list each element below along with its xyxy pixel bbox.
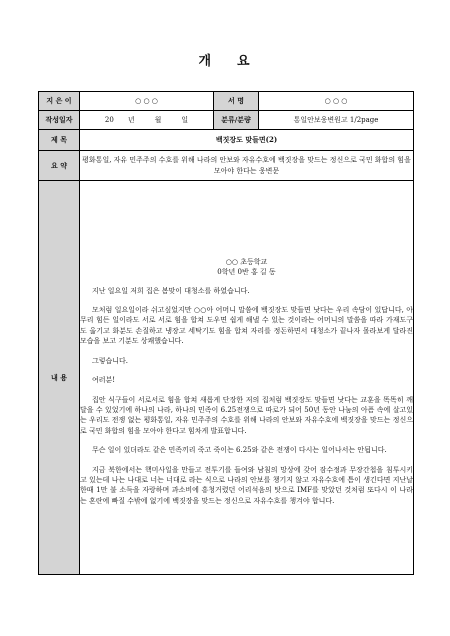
paragraph-2: 모처럼 일요일이라 쉬고싶었지만 ○○아 어머니 말씀에 백짓장도 맞들면 낫다는 우리 속담이 있답니다, 아무리 힘든 일이라도 서로 서로 힘을 합쳐 도우면 쉽게 해낼 수 있는 것이라는 어머니의 말씀을 따라 가재도구도 옮기고 화분도 손질하고 냉장고 세탁기도 힘을 합쳐 자리를 정돈하면서 대청소가 끝나자 몰라보게 달라진 모습을 보고 기분도 상쾌했습니다. xyxy=(80,306,413,346)
author-row xyxy=(39,92,414,111)
school-name: ○○ 초등학교 xyxy=(225,257,268,266)
paragraph-3: 그렇습니다. xyxy=(92,356,129,365)
category-label: 분류/분량 xyxy=(214,111,259,130)
date-month-unit: 월 xyxy=(154,116,162,124)
paragraph-6: 무슨 일이 있더라도 같은 민족끼리 죽고 죽이는 6.25와 같은 전쟁이 다시는 일어나서는 안됩니다. xyxy=(92,446,387,455)
student-name: 0학년 0반 홍 길 동 xyxy=(217,268,276,277)
outline-form-table xyxy=(38,91,414,575)
summary-value: 평화통일, 자유 민주주의 수호를 위해 나라의 안보와 자유수호에 백짓장을 맞드는 정신으로 국민 화합의 힘을 모아야 한다는 웅변문 xyxy=(80,151,414,181)
category-value: 통일안보웅변원고 1/2page xyxy=(259,111,414,130)
summary-label: 요 약 xyxy=(39,151,80,181)
content-label: 내 용 xyxy=(39,181,80,575)
title-char-2: 요 xyxy=(237,54,252,69)
subject-row xyxy=(39,130,414,151)
paragraph-7: 지금 북한에서는 핵미사일을 만들고 전투기를 들여와 남침의 망상에 갖어 잠수정과 무장간첩을 침투시키고 있는데 나는 나대로 너는 너대로 라는 식으로 나라의 안보를 챙기지 않고 자유수호에 틈이 생긴다면 지난날 한때 1만 불 소득을 자랑하며 과소비에 흥청거렸던 어리석음의 탓으로 IMF를 맞았던 것처럼 또다시 이 나라는 혼란에 빠질 수밖에 없기에 백짓장을 맞드는 정신으로 자유수호를 챙겨야 합니다. xyxy=(80,465,413,505)
subject-label: 제 목 xyxy=(39,130,80,151)
summary-row xyxy=(39,151,414,181)
subject-value: 백짓장도 맞들면(2) xyxy=(80,130,414,151)
paragraph-5: 집안 식구들이 서로서로 힘을 합쳐 새롭게 단장한 저의 집처럼 백짓장도 맞들면 낫다는 교훈을 똑똑히 깨달을 수 있었기에 하나의 나라, 하나의 민족이 6.25전쟁으로 따로가 되어 50년 동안 나눔의 아픔 속에 살고있는 우리도 전쟁 없는 평화통일, 자유 민주주의 수호를 위해 나라의 안보와 자유수호에 백짓장을 맞드는 정신으로 국민 화합의 힘을 모아야 한다고 힘차게 발표합니다. xyxy=(80,395,413,435)
date-row xyxy=(39,111,414,130)
author-value: ○ ○ ○ xyxy=(80,92,214,111)
date-year: 20 xyxy=(104,116,114,124)
date-day-unit: 일 xyxy=(181,116,189,124)
signature-value: ○ ○ ○ xyxy=(259,92,414,111)
page-title xyxy=(0,50,450,69)
paragraph-1: 지난 일요일 저희 집은 봄맞이 대청소를 하였습니다. xyxy=(92,286,250,295)
content-body xyxy=(80,181,414,575)
title-char-1: 개 xyxy=(198,54,213,69)
paragraph-4: 여러분! xyxy=(92,376,116,385)
signature-label: 서 명 xyxy=(214,92,259,111)
date-label: 작성일자 xyxy=(39,111,80,130)
date-value xyxy=(80,111,214,130)
content-row xyxy=(39,181,414,575)
author-label: 지 은 이 xyxy=(39,92,80,111)
date-year-unit: 년 xyxy=(127,116,135,124)
